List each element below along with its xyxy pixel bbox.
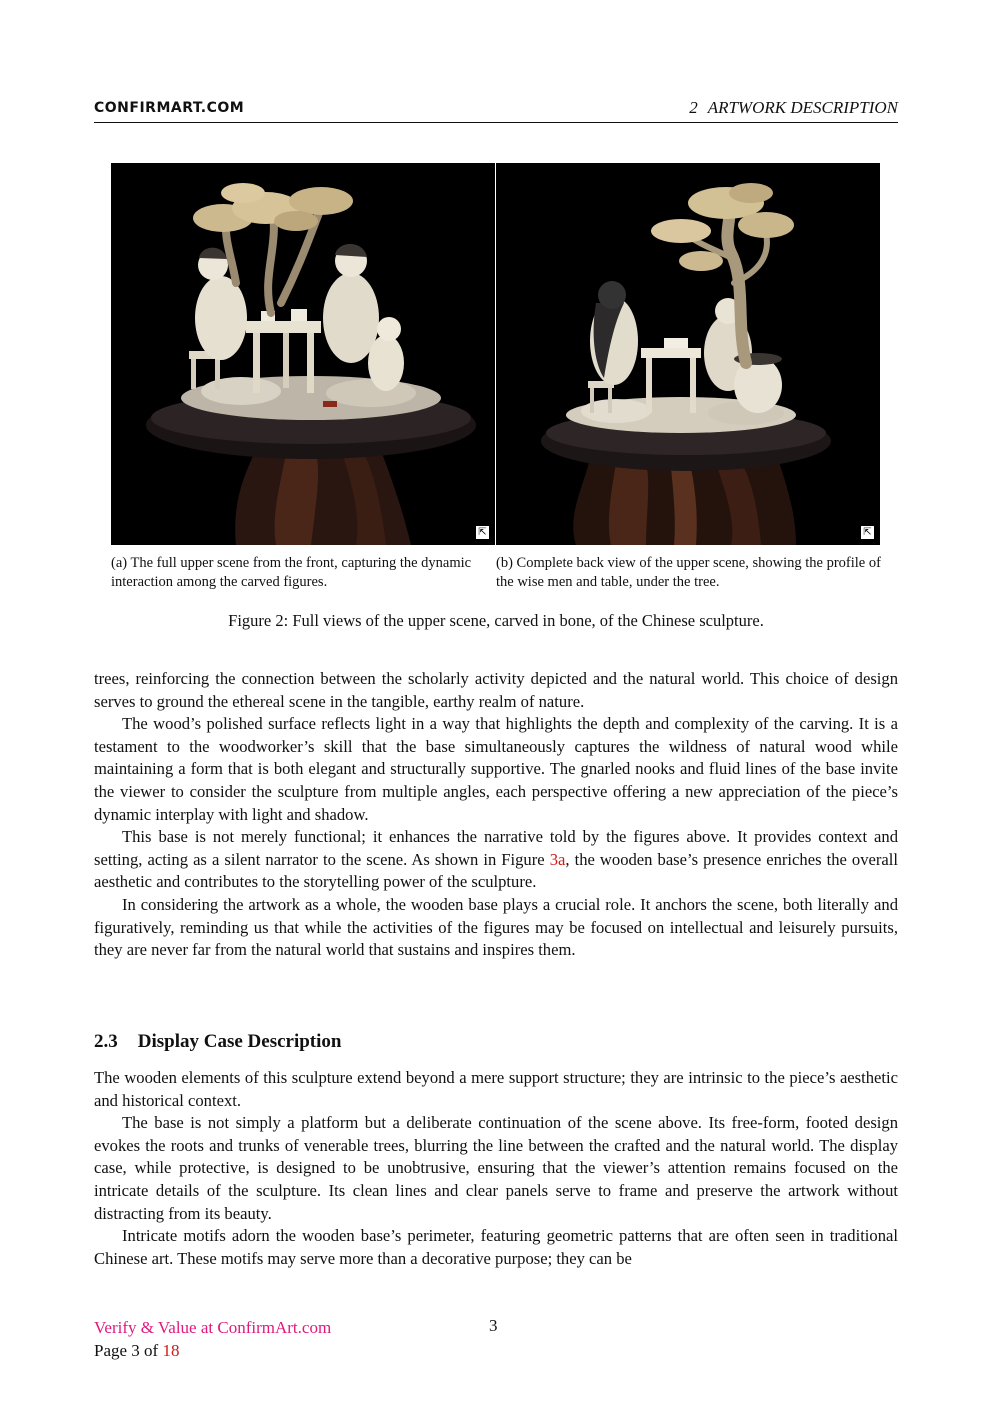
expand-icon[interactable]: ⇱ [476, 526, 489, 539]
paragraph: The wood’s polished surface reflects light in a way that highlights the depth and complexity of the carving. It is a testament to the woodworker’s skill that the base simultaneously captures the wildness of natural wood while maintaining a form that is both elegant and structurally supportive. The gnarled nooks and fluid lines of the base invite the viewer to consider the sculpture from multiple angles, each perspective offering a new appreciation of the piece’s dynamic interplay with light and shadow. [94, 714, 898, 824]
site-logo: CONFIRMART.COM [94, 100, 245, 116]
paragraph: Intricate motifs adorn the wooden base’s perimeter, featuring geometric patterns that are often seen in traditional Chinese art. These motifs may serve more than a decorative purpose; they can be [94, 1226, 898, 1268]
section-title: ARTWORK DESCRIPTION [707, 98, 898, 117]
subsection-heading [94, 1031, 341, 1053]
section-number: 2 [689, 98, 698, 117]
figure-caption: Figure 2: Full views of the upper scene, carved in bone, of the Chinese sculpture. [228, 611, 764, 630]
body-section-1 [94, 668, 898, 962]
expand-icon[interactable]: ⇱ [861, 526, 874, 539]
paragraph-text: This base is not merely functional; it enhances the narrative told by the figures above. It provides context and setting, acting as a silent narrator to the scene. As shown in Figure [94, 827, 898, 869]
paragraph: The base is not simply a platform but a deliberate continuation of the scene above. Its free-form, footed design evokes the roots and trunks of venerable trees, blurring the line between the crafted and the natural world. The display case, while protective, is designed to be unobtrusive, ensuring that the viewer’s attention remains focused on the intricate details of the sculpture. Its clean lines and clear panels serve to frame and preserve the artwork without distracting from its beauty. [94, 1113, 898, 1223]
page-indicator [94, 1339, 331, 1362]
subcaption-b: (b) Complete back view of the upper scene, showing the profile of the wise men and table, under the tree. [496, 555, 881, 590]
page-header [94, 98, 898, 123]
sculpture-back-illustration [496, 163, 880, 545]
figure-back-view-photo [496, 163, 880, 545]
page-indicator-text: Page 3 of [94, 1341, 163, 1360]
page-total-link[interactable]: 18 [162, 1341, 180, 1360]
subsection-title: Display Case Description [137, 1031, 342, 1052]
paragraph: In considering the artwork as a whole, the wooden base plays a crucial role. It anchors the scene, both literally and figuratively, reminding us that while the activities of the figures may be focused on intellectual and leisurely pursuits, they are never far from the natural world that sustains and inspires them. [94, 894, 898, 960]
page-footer [94, 1316, 331, 1362]
subsection-number: 2.3 [94, 1031, 118, 1052]
running-section-title [689, 98, 898, 118]
paragraph: trees, reinforcing the connection between the scholarly activity depicted and the natural world. This choice of design serves to ground the ethereal scene in the tangible, earthy realm of nature. [94, 669, 898, 711]
confirmart-link[interactable]: Verify & Value at ConfirmArt.com [94, 1318, 332, 1337]
paragraph: The wooden elements of this sculpture extend beyond a mere support structure; they are intrinsic to the piece’s aesthetic and historical context. [94, 1068, 898, 1110]
paragraph-text: , the wooden base’s presence enriches the overall aesthetic and contributes to the storytelling power of the sculpture. [94, 849, 898, 892]
sculpture-front-illustration [111, 163, 495, 545]
subcaption-a: (a) The full upper scene from the front, capturing the dynamic interaction among the carved figures. [111, 555, 472, 590]
body-section-2 [94, 1067, 898, 1270]
paragraph [94, 826, 898, 894]
figure-front-view-photo [111, 163, 495, 545]
figure-reference-link[interactable]: 3a [549, 849, 566, 869]
page-number: 3 [489, 1316, 498, 1335]
